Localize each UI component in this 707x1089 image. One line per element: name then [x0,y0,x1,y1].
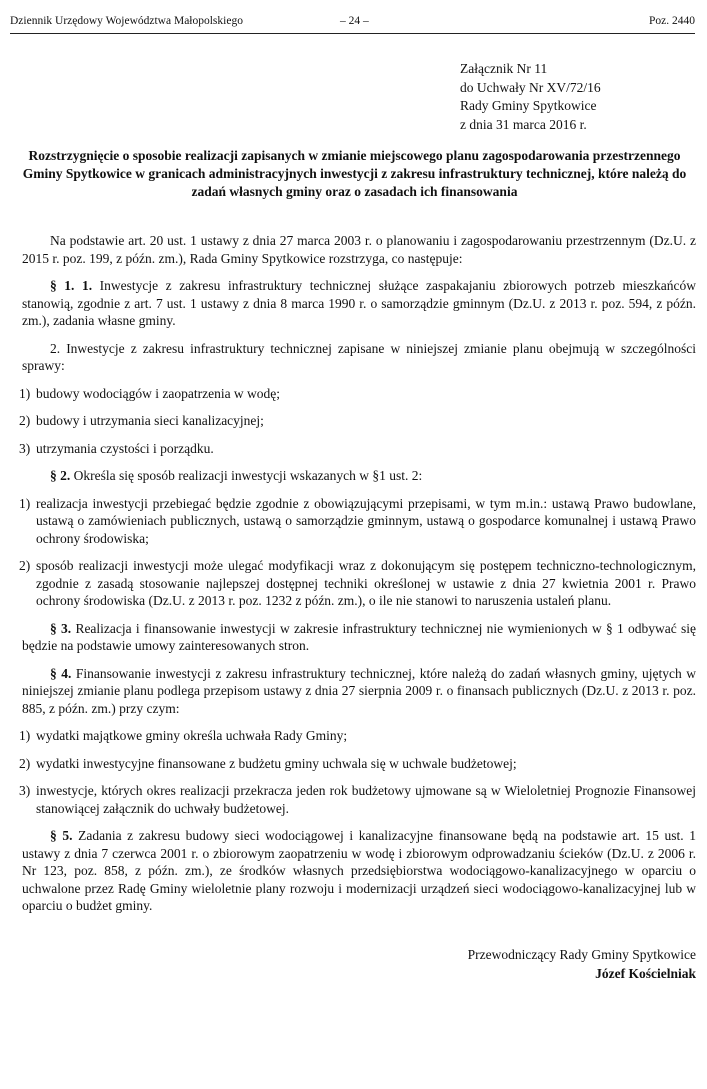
list-item-number: 2) [19,755,31,771]
list-item-text: wydatki inwestycyjne finansowane z budżetu gminy uchwala się w uchwale budżetowej; [36,755,517,771]
section-5-text: Zadania z zakresu budowy sieci wodociągowej i kanalizacyjne finansowane będą na podstawie art. 15 ust. 1 ustawy z dnia 7 czerwca 2001 r. o zbiorowym zaopatrzeniu w wodę i zbiorowym odprowadzaniu ścieków (Dz.U. z 2006 r. Nr 123, poz. 858, z późn. zm.), ze środków własnych przedsiębiorstwa wodociągowo-kanalizacyjnego w oparciu o uchwalone przez Radę Gminy wieloletnie plany rozwoju i modernizacji urządzeń sieci wodociągowo-kanalizacyjnej lub w oparciu o budżet gminy. [22,828,696,913]
signatory-name: Józef Kościelniak [595,966,696,981]
section-5-label: § 5. [50,828,73,843]
list-item [19,782,696,817]
intro-paragraph: Na podstawie art. 20 ust. 1 ustawy z dnia 27 marca 2003 r. o planowaniu i zagospodarowaniu przestrzennym (Dz.U. z 2015 r. poz. 199, z późn. zm.), Rada Gminy Spytkowice rozstrzyga, co następuje: [22,233,696,266]
list-item [19,557,696,610]
list-item-number: 2) [19,558,31,573]
list-item-text: realizacja inwestycji przebiegać będzie zgodnie z obowiązującymi przepisami, w tym m.in.: ustawą Prawo budowlane, ustawą o zamówieniach publicznych, ustawą o samorządzie gminnym, ustawą o gospodarce komunalnej i ustawą Prawo ochrony środowiska; [36,495,696,546]
list-item [19,495,696,548]
list-item-number: 2) [19,413,31,428]
section-5-paragraph [22,827,696,915]
journal-name: Dziennik Urzędowy Województwa Małopolskiego [10,15,243,27]
list-item [19,412,696,430]
annex-line-1: Załącznik Nr 11 [460,61,548,76]
annex-line-3: Rady Gminy Spytkowice [460,98,597,113]
list-item-text: budowy i utrzymania sieci kanalizacyjnej; [36,413,264,428]
list-item-text: wydatki majątkowe gminy określa uchwała Rady Gminy; [36,728,348,743]
position-number: Poz. 2440 [649,15,695,27]
section-1-label: § 1. 1. [50,278,93,293]
section-4-label: § 4. [50,665,72,681]
section-2-paragraph [22,467,696,485]
list-item-number: 3) [19,440,31,456]
signatory-role: Przewodniczący Rady Gminy Spytkowice [467,947,696,962]
section-2-label: § 2. [50,468,71,483]
list-item-text: budowy wodociągów i zaopatrzenia w wodę; [36,385,281,401]
section-3-text: Realizacja i finansowanie inwestycji w zakresie infrastruktury technicznej nie wymienionych w § 1 odbywać się będzie na podstawie umowy zainteresowanych stron. [22,620,697,653]
list-item-number: 1) [19,385,31,401]
list-item-number: 1) [19,495,31,511]
section-1-paragraph [22,277,696,330]
list-item-text: inwestycje, których okres realizacji przekracza jeden rok budżetowy ujmowane są w Wieloletniej Prognozie Finansowej stanowiącej załącznik do uchwały budżetowej. [36,783,696,816]
list-item [19,755,696,773]
section-2-text: Określa się sposób realizacji inwestycji wskazanych w §1 ust. 2: [73,468,423,483]
list-item [19,727,696,745]
page-number: – 24 – [340,15,369,27]
document-title: Rozstrzygnięcie o sposobie realizacji zapisanych w zmianie miejscowego planu zagospodarowania przestrzennego Gminy Spytkowice w granicach administracyjnych inwestycji z zakresu infrastruktury technicznej, które należą do zadań własnych gminy oraz o zasadach ich finansowania [22,148,687,199]
annex-line-4: z dnia 31 marca 2016 r. [460,116,587,132]
list-item-text: sposób realizacji inwestycji może ulegać modyfikacji wraz z dokonującym się postępem techniczno-technologicznym, zgodnie z zasadą stosowanie najlepszej dostępnej techniki określonej w ustawie z dnia 27 kwietnia 2001 r. Prawo ochrony środowiska (Dz.U. z 2013 r. poz. 1232 z późn. zm.), o ile nie stanowi to naruszenia ustaleń planu. [36,558,696,608]
list-item-number: 3) [19,783,31,798]
page-header [10,13,695,34]
section-4-paragraph [22,665,696,718]
annex-block [460,60,601,134]
section-3-paragraph [22,620,696,655]
section-4-text: Finansowanie inwestycji z zakresu infrastruktury technicznej, które należą do zadań własnych gminy, ujętych w niniejszej zmianie planu podlega przepisom ustawy z dnia 27 sierpnia 2009 r. o finansach publicznych (Dz.U. z 2013 r. poz. 885, z późn. zm.) przy czym: [22,665,696,716]
section-3-label: § 3. [50,620,72,636]
list-item-number: 1) [19,728,31,743]
list-item-text: utrzymania czystości i porządku. [36,440,214,456]
list-item [19,440,696,458]
section-1-text: Inwestycje z zakresu infrastruktury technicznej służące zaspakajaniu zbiorowych potrzeb mieszkańców stanowią, zgodnie z art. 7 ust. 1 ustawy z dnia 8 marca 1990 r. o samorządzie gminnym (Dz.U. z 2013 r. poz. 594, z późn. zm.), zadania własne gminy. [22,278,697,328]
annex-line-2: do Uchwały Nr XV/72/16 [460,79,601,95]
signature-block [468,945,696,983]
document-body [19,232,697,925]
list-item [19,385,696,403]
section-1-2-paragraph: 2. Inwestycje z zakresu infrastruktury technicznej zapisane w niniejszej zmianie planu obejmują w szczególności sprawy: [22,340,696,373]
